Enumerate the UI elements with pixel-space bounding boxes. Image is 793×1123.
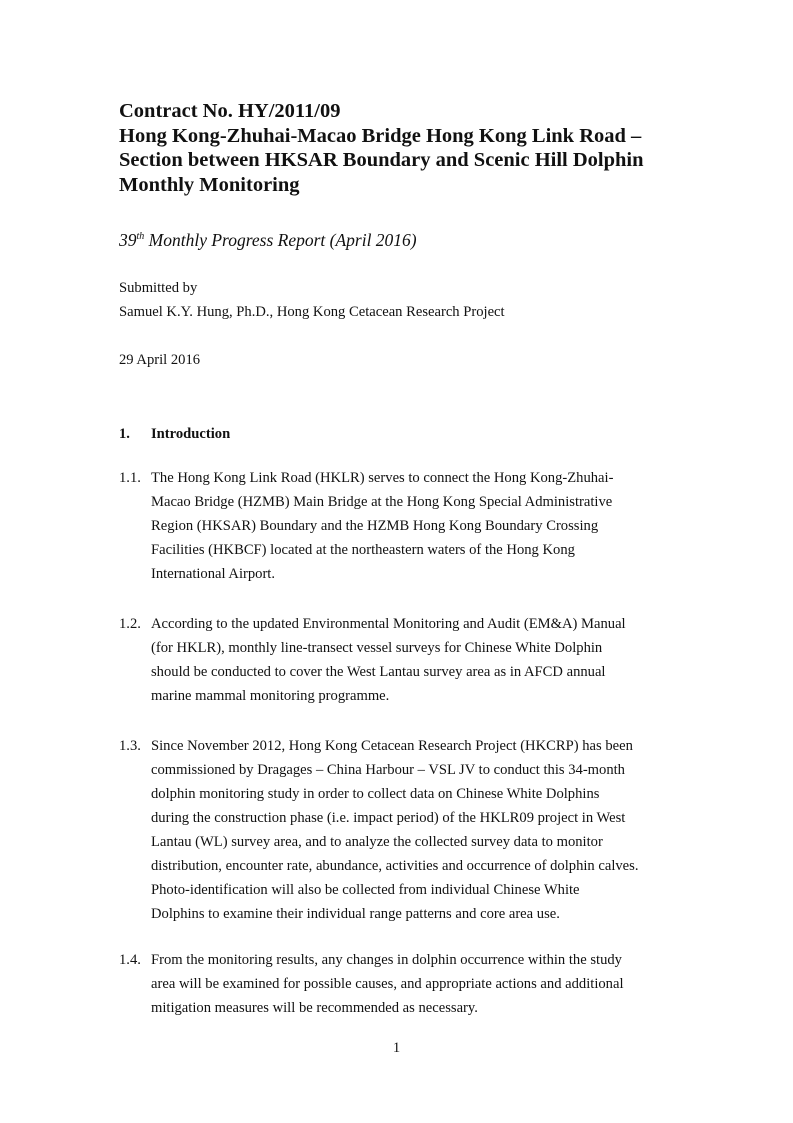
title-line: Section between HKSAR Boundary and Scenic Hill Dolphin [119, 149, 644, 171]
submission-info [119, 276, 719, 324]
paragraph-line: From the monitoring results, any changes in dolphin occurrence within the study [151, 952, 622, 968]
paragraph-line: commissioned by Dragages – China Harbour – VSL JV to conduct this 34-month [151, 762, 625, 778]
report-date: 29 April 2016 [119, 352, 201, 368]
paragraph-line: should be conducted to cover the West Lantau survey area as in AFCD annual [151, 664, 606, 680]
paragraph-line: Region (HKSAR) Boundary and the HZMB Hong Kong Boundary Crossing [151, 518, 599, 534]
section-number: 1. [119, 426, 130, 442]
title-line: Monthly Monitoring [119, 173, 300, 196]
paragraph-line: Facilities (HKBCF) located at the northeastern waters of the Hong Kong [151, 542, 575, 558]
paragraph-line: International Airport. [151, 566, 276, 582]
submitted-by-label: Submitted by [119, 280, 198, 296]
author-line: Samuel K.Y. Hung, Ph.D., Hong Kong Cetacean Research Project [119, 304, 505, 320]
paragraph-line: The Hong Kong Link Road (HKLR) serves to connect the Hong Kong-Zhuhai- [151, 470, 614, 486]
title-line: Contract No. HY/2011/09 [119, 100, 341, 122]
title-line: Hong Kong-Zhuhai-Macao Bridge Hong Kong Link Road – [119, 124, 642, 147]
section-title: Introduction [151, 426, 231, 442]
paragraph-line: (for HKLR), monthly line-transect vessel surveys for Chinese White Dolphin [151, 640, 603, 656]
paragraph-line: Lantau (WL) survey area, and to analyze the collected survey data to monitor [151, 834, 603, 850]
paragraph-line: According to the updated Environmental Monitoring and Audit (EM&A) Manual [151, 616, 626, 632]
paragraph [119, 612, 679, 708]
document-title [119, 99, 719, 197]
section-heading [119, 422, 230, 446]
report-title [119, 229, 417, 255]
paragraph-line: area will be examined for possible causes, and appropriate actions and additional [151, 976, 624, 992]
paragraph-line: during the construction phase (i.e. impact period) of the HKLR09 project in West [151, 810, 626, 826]
paragraph-line: Photo-identification will also be collected from individual Chinese White [151, 882, 580, 898]
paragraph-text [151, 466, 679, 586]
paragraph-text [151, 948, 679, 1020]
paragraph-text [151, 612, 679, 708]
paragraph-number: 1.1. [119, 470, 141, 486]
paragraph-line: Since November 2012, Hong Kong Cetacean Research Project (HKCRP) has been [151, 738, 633, 754]
paragraph-line: mitigation measures will be recommended as necessary. [151, 1000, 478, 1016]
paragraph [119, 734, 679, 926]
paragraph-line: dolphin monitoring study in order to collect data on Chinese White Dolphins [151, 786, 600, 802]
paragraph-number: 1.4. [119, 952, 141, 968]
paragraph [119, 466, 679, 586]
report-number-suffix: th [136, 231, 145, 242]
paragraph-line: distribution, encounter rate, abundance, activities and occurrence of dolphin calves. [151, 858, 639, 874]
report-number: 39 [119, 230, 137, 250]
paragraph-number: 1.3. [119, 738, 141, 754]
paragraph-line: Macao Bridge (HZMB) Main Bridge at the Hong Kong Special Administrative [151, 494, 613, 510]
paragraph-text [151, 734, 679, 926]
paragraph-number: 1.2. [119, 616, 141, 632]
paragraph-line: Dolphins to examine their individual range patterns and core area use. [151, 906, 560, 922]
page-number: 1 [392, 1040, 401, 1056]
paragraph [119, 948, 679, 1020]
paragraph-line: marine mammal monitoring programme. [151, 688, 390, 704]
report-title-text: Monthly Progress Report (April 2016) [144, 230, 417, 250]
